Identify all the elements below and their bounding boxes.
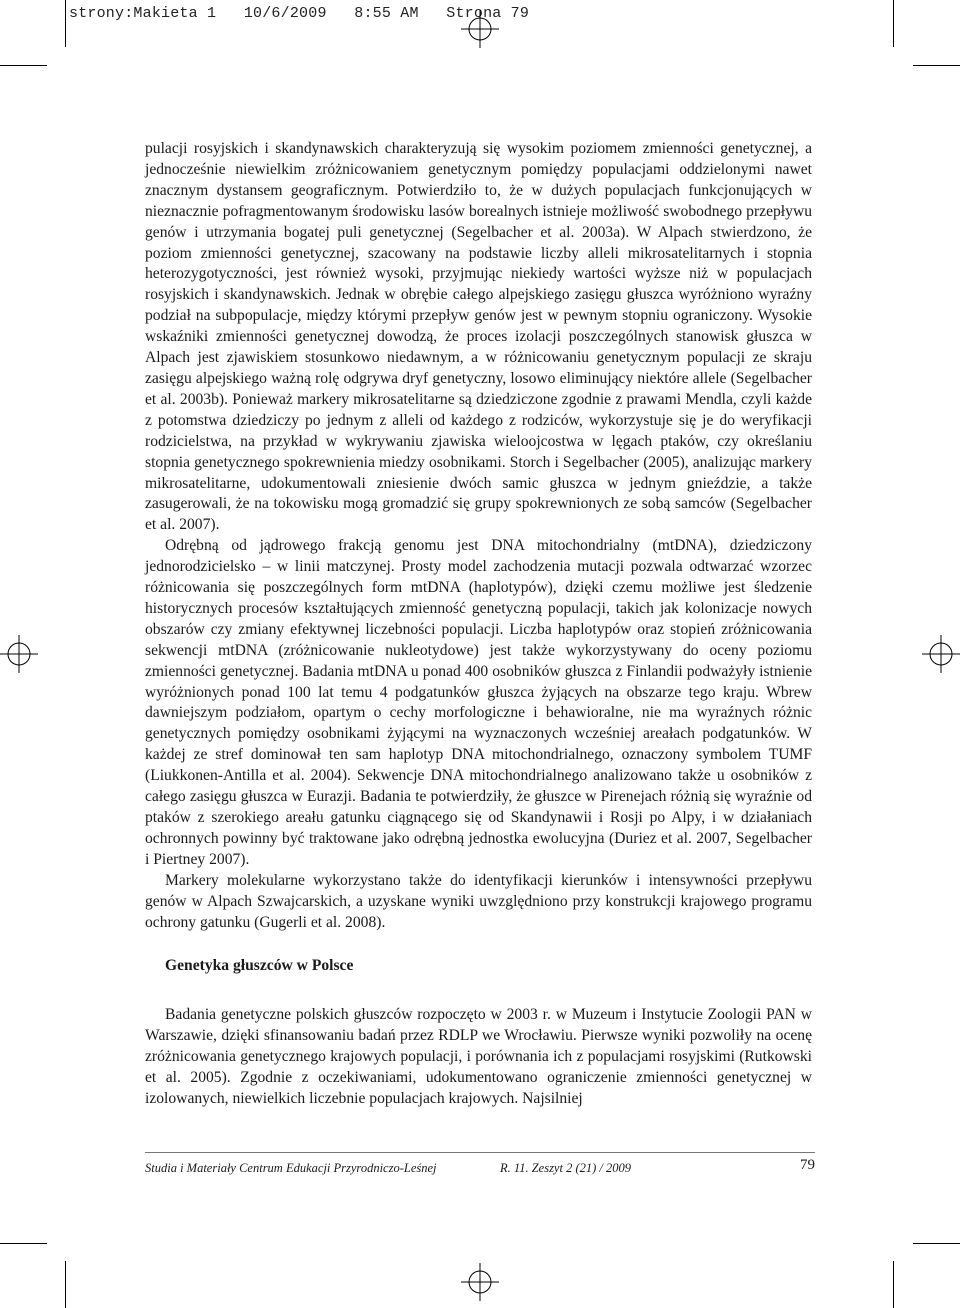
- crop-mark-top-right-h: [913, 65, 960, 66]
- section-heading: Genetyka głuszców w Polsce: [165, 957, 354, 975]
- journal-title: Studia i Materiały Centrum Edukacji Przyrodniczo-Leśnej: [145, 1161, 437, 1175]
- crop-mark-bottom-left-h: [0, 1243, 47, 1244]
- crop-mark-top-left-v: [65, 0, 66, 47]
- crop-mark-bottom-right-h: [913, 1243, 960, 1244]
- registration-mark-right-icon: [922, 635, 960, 673]
- crop-mark-bottom-right-v: [893, 1261, 894, 1308]
- crop-mark-top-right-v: [893, 0, 894, 47]
- body-paragraph: Odrębną od jądrowego frakcją genomu jest DNA mitochondrialny (mtDNA), dziedziczony jednorodzicielsko – w linii matczynej. Prosty model zachodzenia mutacji pozwala odtwarzać wzorzec różnicowania się poszczególnych form mtDNA (haplotypów), dzięki czemu możliwe jest śledzenie historycznych procesów kształtujących zmienność genetyczną populacji, takich jak kolonizacje nowych obszarów czy zmiany efektywnej liczebności populacji. Liczba haplotypów oraz stopień zróżnicowania sekwencji mtDNA (zróżnicowanie nukleotydowe) jest także wykorzystywany do oceny poziomu zmienności genetycznej. Badania mtDNA u ponad 400 osobników głuszca z Finlandii podważyły istnienie wyróżnionych ponad 100 lat temu 4 podgatunków głuszca żyjących na obszarze tego kraju. Wbrew dawniejszym podziałom, opartym o cechy morfologiczne i behawioralne, nie ma wyraźnych różnic genetycznych pomiędzy osobnikami żyjącymi na wyznaczonych wcześniej areałach podgatunków. W każdej ze stref dominował ten sam haplotyp DNA mitochondrialnego, oznaczony symbolem TUMF (Liukkonen-Antilla et al. 2004). Sekwencje DNA mitochondrialnego analizowano także u osobników z całego zasięgu głuszca w Eurazji. Badania te potwierdziły, że głuszce w Pirenejach różnią się wyraźnie od ptaków z szerokiego areału gatunku ciągnącego się od Skandynawii i Rosji po Alpy, i w działaniach ochronnych powinny być traktowane jako odrębną jednostka ewolucyjna (Duriez et al. 2007, Segelbacher i Piertney 2007).: [145, 537, 812, 868]
- article-body: [145, 139, 812, 1110]
- journal-issue: R. 11. Zeszyt 2 (21) / 2009: [500, 1161, 632, 1175]
- crop-mark-top-left-h: [0, 65, 47, 66]
- body-paragraph: Markery molekularne wykorzystano także do identyfikacji kierunków i intensywności przepływu genów w Alpach Szwajcarskich, a uzyskane wyniki uwzględniono przy konstrukcji krajowego programu ochrony gatunku (Gugerli et al. 2008).: [145, 871, 812, 931]
- registration-mark-top-icon: [461, 10, 499, 48]
- footer-rule: [145, 1152, 815, 1153]
- registration-mark-left-icon: [0, 635, 38, 673]
- body-paragraph: pulacji rosyjskich i skandynawskich charakteryzują się wysokim poziomem zmienności genetycznej, a jednocześnie niewielkim zróżnicowaniem genetycznym pomiędzy populacjami oddzielonymi nawet znacznym dystansem geograficznym. Potwierdziło to, że w dużych populacjach funkcjonujących w nieznacznie pofragmentowanym środowisku lasów borealnych istnieje możliwość swobodnego przepływu genów i utrzymania bogatej puli genetycznej (Segelbacher et al. 2003a). W Alpach stwierdzono, że poziom zmienności genetycznej, szacowany na podstawie liczby alleli mikrosatelitarnych i stopnia heterozygotyczności, jest również wysoki, przyjmując niekiedy wartości wyższe niż w populacjach rosyjskich i skandynawskich. Jednak w obrębie całego alpejskiego zasięgu głuszca wyróżniono wyraźny podział na subpopulacje, między którymi przepływ genów jest w pewnym stopniu ograniczony. Wysokie wskaźniki zmienności genetycznej dowodzą, że proces izolacji poszczególnych stanowisk głuszca w Alpach jest zjawiskiem stosunkowo niedawnym, a w różnicowaniu genetycznym populacji ze skraju zasięgu alpejskiego ważną rolę odgrywa dryf genetyczny, losowo eliminujący niektóre allele (Segelbacher et al. 2003b). Ponieważ markery mikrosatelitarne są dziedziczone zgodnie z prawami Mendla, czyli każde z potomstwa dziedziczy po jednym z alleli od każdego z rodziców, wykorzystuje się je do weryfikacji rodzicielstwa, na przykład w wykrywaniu zjawiska wieloojcostwa w lęgach ptaków, czy określaniu stopnia genetycznego spokrewnienia miedzy osobnikami. Storch i Segelbacher (2005), analizując markery mikrosatelitarne, udokumentowali zniesienie dwóch samic głuszca w jednym gnieździe, a także zasugerowali, że na tokowisku mogą gromadzić się grupy spokrewnionych ze sobą samców (Segelbacher et al. 2007).: [145, 140, 812, 534]
- crop-mark-bottom-left-v: [65, 1261, 66, 1308]
- body-paragraph: Badania genetyczne polskich głuszców rozpoczęto w 2003 r. w Muzeum i Instytucie Zoologii PAN w Warszawie, dzięki sfinansowaniu badań przez RDLP we Wrocławiu. Pierwsze wyniki pozwoliły na ocenę zróżnicowania genetycznego krajowych populacji, i porównania ich z populacjami rosyjskimi (Rutkowski et al. 2005). Zgodnie z oczekiwaniami, udokumentowano ograniczenie zmienności genetycznej w izolowanych, niewielkich liczebnie populacjach krajowych. Najsilniej: [145, 1006, 812, 1107]
- print-slug: strony:Makieta 1 10/6/2009 8:55 AM Strona 79: [69, 5, 530, 22]
- registration-mark-bottom-icon: [461, 1263, 499, 1301]
- page-number: 79: [800, 1157, 815, 1173]
